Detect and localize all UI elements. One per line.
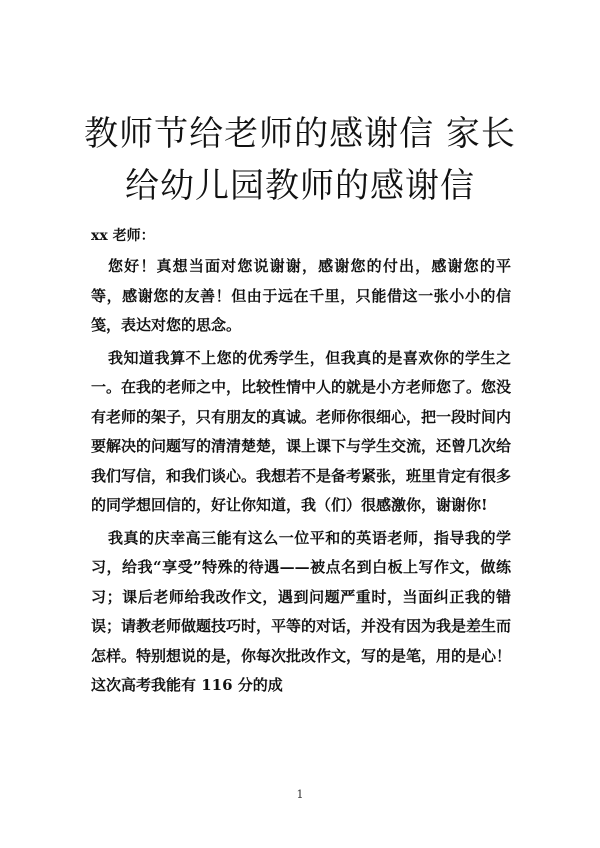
page-number: 1 <box>296 788 304 801</box>
salutation: xx 老师： <box>91 228 155 244</box>
page-title: 教师节给老师的感谢信 家长给幼儿园教师的感谢信 <box>84 114 516 206</box>
letter-body <box>91 252 511 704</box>
paragraph-2: 我知道我算不上您的优秀学生，但我真的是喜欢你的学生之一。在我的老师之中，比较性情中人的就是小方老师您了。您没有老师的架子，只有朋友的真诚。老师你很细心，把一段时间内要解决的问题写的清清楚楚，课上课下与学生交流，还曾几次给我们写信，和我们谈心。我想若不是备考紧张，班里肯定有很多的同学想回信的，好让你知道，我（们）很感激你，谢谢你! <box>91 348 512 514</box>
paragraph-1: 您好！真想当面对您说谢谢，感谢您的付出，感谢您的平等，感谢您的友善！但由于远在千里，只能借这一张小小的信笺，表达对您的思念。 <box>91 257 511 334</box>
paragraph-3: 我真的庆幸高三能有这么一位平和的英语老师，指导我的学习，给我“享受”特殊的待遇——被点名到白板上写作文，做练习；课后老师给我改作文，遇到问题严重时，当面纠正我的错误；请教老师做题技巧时，平等的对话，并没有因为我是差生而怎样。特别想说的是，你每次批改作文，写的是笔，用的是心！这次高考我能有 116 分的成 <box>91 528 512 694</box>
